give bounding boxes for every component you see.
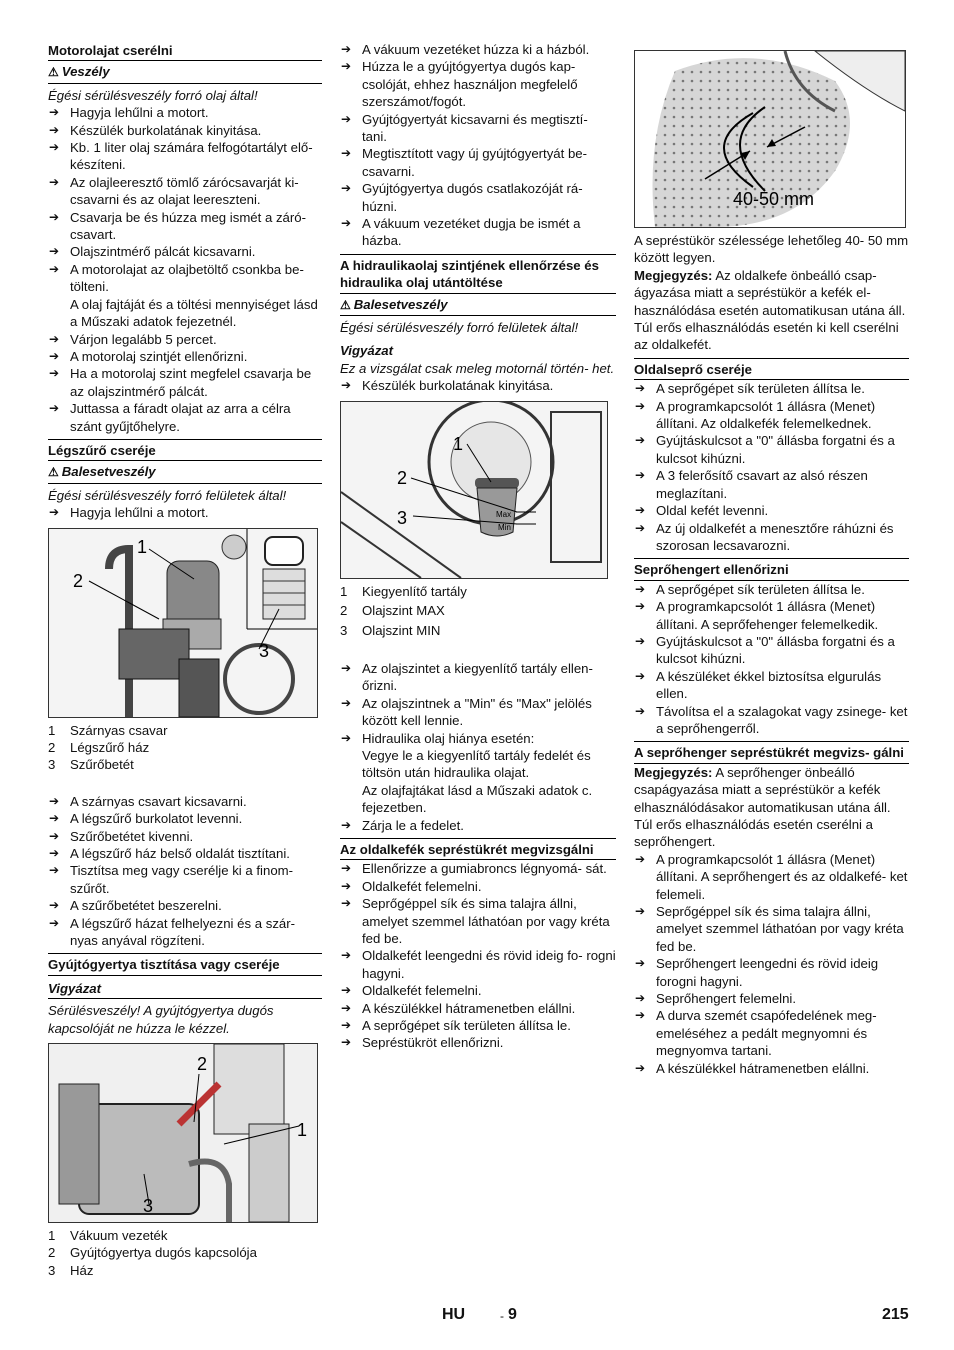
heading-hydraulic-oil: A hidraulikaolaj szintjének ellenőrzése és hidraulika olaj utántöltése [340,254,616,294]
step: ➔ A motorolajat az olajbetöltő csonkba be- tölteni. [48,261,322,296]
warning-heading: ⚠ Balesetveszély [340,294,616,316]
warning-text: Égési sérülésveszély forró felületek által! [48,487,287,503]
paragraph: Megjegyzés: Az oldalkefe önbeálló csap- ágyazása miatt a sepréstükör a kefék el- használódása esetén automatikusan utána áll. Túl erős elhasználódás esetén ki kell cserélni az oldalkefét. [634,267,906,353]
step: ➔ A vákuum vezetéket húzza ki a házból. [340,41,616,58]
step: ➔ Csavarja be és húzza meg ismét a záró- csavart. [48,209,322,244]
step: ➔ A programkapcsolót 1 állásra (Menet) állítani. A seprőhengert és az oldalkefé- ket felemeli. [634,851,909,903]
column-2 [340,40,616,1052]
step: ➔ A programkapcsolót 1 állásra (Menet) állítani. Az oldalkefék felemelkednek. [634,398,909,433]
step: ➔ Megtisztított vagy új gyújtógyertyát be- csavarni. [340,145,616,180]
step-list [48,104,322,295]
callout-label: 1 [137,536,148,557]
step-list [340,660,616,747]
heading-motor-oil: Motorolajat cserélni [48,40,322,61]
warning-icon: ⚠ [340,297,351,312]
step-list [634,581,909,738]
warning-heading: ⚠ Veszély [48,61,322,83]
step: ➔ A 3 felerősítő csavart az alsó részen meglazítani. [634,467,909,502]
step-list [340,377,616,394]
warning-text: Égési sérülésveszély forró felületek által! [340,320,579,336]
step: ➔ Ha a motorolaj szint megfelel csavarja be az olajszintmérő pálcát. [48,365,322,400]
step: ➔ Oldalkefét felemelni. [340,878,616,895]
step: ➔ Hagyja lehűlni a motort. [48,104,322,121]
caption-row: 1 Kiegyenlítő tartály [340,583,467,599]
step: ➔ Várjon legalább 5 percet. [48,331,322,348]
step: ➔ Seprőgéppel sík és sima talajra állni, amelyet szemmel láthatóan por vagy kréta fed be. [340,895,616,947]
heading-roller-check: Seprőhengert ellenőrizni [634,558,909,580]
caution-heading: Vigyázat [48,978,322,999]
heading-roller-sweep-pattern: A seprőhenger sepréstükrét megvizs- gálni [634,741,909,763]
figure-air-filter [48,528,318,718]
step-list [634,380,909,554]
step-list [48,793,322,950]
step: ➔ Hidraulika olaj hiánya esetén: [340,730,616,747]
step-list [48,504,322,521]
warning-icon: ⚠ [48,465,59,480]
step: ➔ A motorolaj szintjét ellenőrizni. [48,348,322,365]
section-page-number: 9 [508,1306,517,1323]
step: ➔ Zárja le a fedelet. [340,817,616,834]
step: ➔ Az új oldalkefét a menesztőre ráhúzni és szorosan lecsavarozni. [634,520,909,555]
column-1 [48,40,322,1279]
callout-label: 1 [297,1120,308,1141]
step: ➔ A vákuum vezetéket dugja be ismét a házba. [340,215,616,250]
caution-text: Ez a vizsgálat csak meleg motornál történ- het. [340,360,615,376]
caption-row: 3 Ház [48,1262,94,1278]
caption-row: 2 Légszűrő ház [48,739,150,755]
step: ➔ Ellenőrizze a gumiabroncs légnyomá- sát. [340,860,616,877]
step: ➔ A légszűrő házat felhelyezni és a szár- nyas anyával rögzíteni. [48,915,322,950]
step: ➔ Kb. 1 liter olaj számára felfogótartályt elő- készíteni. [48,139,322,174]
step-list [634,851,909,1077]
step: ➔ A készülékkel hátramenetben elállni. [634,1060,909,1077]
step: ➔ Seprőgéppel sík és sima talajra állni, amelyet szemmel láthatóan por vagy kréta fed be. [634,903,909,955]
step: ➔ Seprőhengert felemelni. [634,990,909,1007]
caption-row: 1 Vákuum vezeték [48,1228,168,1244]
note-text: A olaj fajtáját és a töltési mennyiséget lásd a Műszaki adatok fejezetnél. [70,296,318,330]
step: ➔ Gyújtáskulcsot a "0" állásba forgatni és a kulcsot kihúzni. [634,633,909,668]
language-code: HU [442,1306,466,1323]
warning-heading: ⚠ Balesetveszély [48,461,322,483]
callout-label: 2 [197,1054,208,1075]
step: ➔ A seprőgépet sík területen állítsa le. [634,581,909,598]
paragraph: Megjegyzés: A seprőhenger önbeálló csapágyazása miatt a sepréstükör a kefék elhasználódásakor automatikusan utána áll. Túl erős elhasználódás esetén cserélni a seprőhengert. [634,764,891,850]
caption-row: 1 Szárnyas csavar [48,722,168,738]
step: ➔ Az olajszintnek a "Min" és "Max" jelölés között kell lennie. [340,695,616,730]
step-list [340,817,616,834]
step: ➔ A seprőgépet sík területen állítsa le. [340,1017,616,1034]
step: ➔ Készülék burkolatának kinyitása. [48,122,322,139]
step: ➔ Az olajszintet a kiegyenlítő tartály ellen- őrizni. [340,660,616,695]
step: ➔ Gyújtáskulcsot a "0" állásba forgatni és a kulcsot kihúzni. [634,432,909,467]
max-mark: Max [496,509,512,519]
figure-sweep-pattern [634,50,906,228]
callout-label: 3 [397,507,408,528]
warning-text: Égési sérülésveszély forró olaj által! [48,87,258,103]
step: ➔ Hagyja lehűlni a motort. [48,504,322,521]
callout-label: 2 [73,570,84,591]
callout-label: 3 [143,1196,154,1217]
step: ➔ Olajszintmérő pálcát kicsavarni. [48,243,322,260]
step: ➔ Seprőhengert leengedni és rövid ideig forogni hagyni. [634,955,909,990]
caption-row: 2 Gyújtógyertya dugós kapcsolója [48,1245,257,1261]
figure-spark-plug [48,1043,318,1223]
step: ➔ A készüléket ékkel biztosítsa elgurulás ellen. [634,668,909,703]
step: ➔ Juttassa a fáradt olajat az arra a célra szánt gyűjtőhelyre. [48,400,322,435]
note-text: Vegye le a kiegyenlítő tartály fedelét és töltsön után hidraulika olajat. [362,747,591,781]
heading-spark-plug: Gyújtógyertya tisztítása vagy cseréje [48,953,322,975]
step: ➔ Sepréstükröt ellenőrizni. [340,1034,616,1051]
step: ➔ Oldal kefét levenni. [634,502,909,519]
heading-air-filter: Légszűrő cseréje [48,439,322,461]
step: ➔ A durva szemét csapófedelének meg- emeléséhez a pedált megnyomni és megnyomva tartani. [634,1007,909,1059]
page-footer [0,1306,954,1330]
caution-heading: Vigyázat [340,342,394,358]
step: ➔ A szárnyas csavart kicsavarni. [48,793,322,810]
step-list [48,331,322,435]
step: ➔ A légszűrő ház belső oldalát tisztítani. [48,845,322,862]
step: ➔ Szűrőbetétet kivenni. [48,828,322,845]
step: ➔ A készülékkel hátramenetben elállni. [340,1000,616,1017]
step-list [340,860,616,1051]
caution-text: Sérülésveszély! A gyújtógyertya dugós kapcsolóját ne húzza le kézzel. [48,1003,274,1036]
heading-side-brush-check: Az oldalkefék sepréstükrét megvizsgálni [340,838,616,860]
step-list [340,41,616,250]
figure-hydraulic-tank [340,401,608,579]
step: ➔ A programkapcsolót 1 állásra (Menet) állítani. A seprőfehenger felemelkedik. [634,598,909,633]
step: ➔ Gyújtógyertya dugós csatlakozóját rá- húzni. [340,180,616,215]
caption-row: 3 Olajszint MIN [340,622,441,638]
page-number: 215 [882,1306,909,1323]
step: ➔ A légszűrő burkolatot levenni. [48,810,322,827]
column-3 [634,40,909,1077]
step: ➔ Oldalkefét leengedni és rövid ideig fo- rogni hagyni. [340,947,616,982]
heading-side-brush-replace: Oldalseprő cseréje [634,358,909,380]
step: ➔ A seprőgépet sík területen állítsa le. [634,380,909,397]
step: ➔ Távolítsa el a szalagokat vagy zsinege- ket a seprőhengerről. [634,703,909,738]
callout-label: 3 [259,640,270,661]
step: ➔ Húzza le a gyújtógyertya dugós kap- csolóját, ehhez használjon megfelelő szerszámot/fogót. [340,58,616,110]
step: ➔ Készülék burkolatának kinyitása. [340,377,616,394]
step: ➔ Gyújtógyertyát kicsavarni és megtisztí- tani. [340,111,616,146]
step: ➔ A szűrőbetétet beszerelni. [48,897,322,914]
paragraph: A sepréstükör szélessége lehetőleg 40- 50 mm között legyen. [634,233,909,266]
step: ➔ Oldalkefét felemelni. [340,982,616,999]
warning-icon: ⚠ [48,65,59,80]
callout-label: 2 [397,467,408,488]
step: ➔ Tisztítsa meg vagy cserélje ki a finom- szűrőt. [48,862,322,897]
callout-label: 1 [453,433,464,454]
note-text: Az olajfajtákat lásd a Műszaki adatok c. fejezetben. [362,782,593,816]
caption-row: 2 Olajszint MAX [340,603,445,619]
min-mark: Min [498,522,511,532]
footer-separator: - [500,1309,504,1323]
dimension-label: 40-50 mm [733,189,815,209]
step: ➔ Az olajleeresztő tömlő zárócsavarját ki- csavarni és az olajat leereszteni. [48,174,322,209]
caption-row: 3 Szűrőbetét [48,757,134,773]
